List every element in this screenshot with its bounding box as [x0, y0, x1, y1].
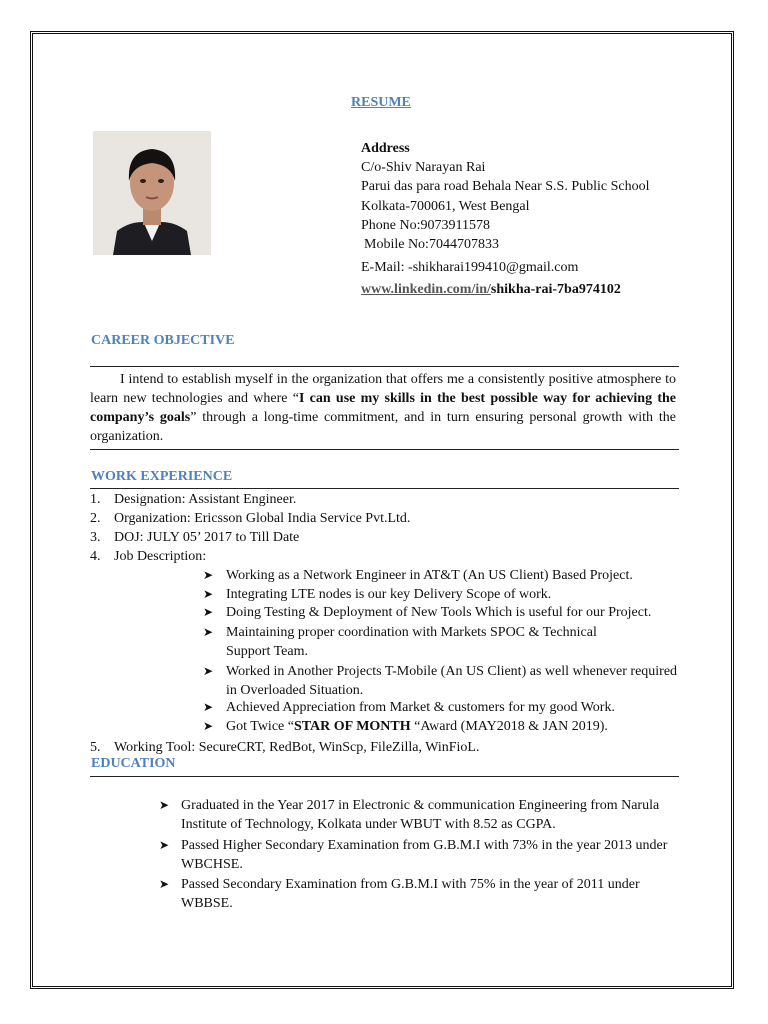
work-item: 4. Job Description:	[90, 549, 207, 564]
arrow-bullet-icon: ➤	[203, 664, 214, 678]
address-line-3: Kolkata-700061, West Bengal	[361, 198, 530, 214]
education-item: ➤ Graduated in the Year 2017 in Electronic & communication Engineering from Narula Institute of Technology, Kolkata under WBUT with 8.52 as CGPA.	[159, 798, 660, 832]
job-description-item: ➤ Working as a Network Engineer in AT&T (An US Client) Based Project.	[203, 568, 633, 583]
linkedin-handle: shikha-rai-7ba974102	[490, 282, 621, 298]
job-description-item: ➤ Maintaining proper coordination with Markets SPOC & Technical Support Team.	[203, 625, 597, 659]
arrow-bullet-icon: ➤	[203, 587, 214, 601]
resume-title: RESUME	[351, 95, 411, 110]
education-item: ➤ Passed Higher Secondary Examination from G.B.M.I with 73% in the year 2013 under WBCHSE.	[159, 838, 668, 872]
address-heading: Address	[361, 141, 410, 156]
arrow-bullet-icon: ➤	[203, 700, 214, 714]
arrow-bullet-icon: ➤	[159, 838, 170, 852]
work-experience-heading: WORK EXPERIENCE	[91, 469, 233, 484]
address-line-2: Parui das para road Behala Near S.S. Public School	[361, 179, 650, 195]
work-item: 1. Designation: Assistant Engineer.	[90, 492, 297, 507]
education-item: ➤ Passed Secondary Examination from G.B.M.I with 75% in the year of 2011 under WBBSE.	[159, 877, 640, 911]
education-heading: EDUCATION	[91, 756, 176, 771]
job-description-item: ➤ Achieved Appreciation from Market & customers for my good Work.	[203, 700, 615, 715]
arrow-bullet-icon: ➤	[159, 798, 170, 812]
arrow-bullet-icon: ➤	[203, 605, 214, 619]
job-description-item: ➤ Integrating LTE nodes is our key Delivery Scope of work.	[203, 587, 552, 602]
work-item: 5. Working Tool: SecureCRT, RedBot, WinScp, FileZilla, WinFioL.	[90, 740, 480, 755]
arrow-bullet-icon: ➤	[159, 877, 170, 891]
job-description-item: ➤ Worked in Another Projects T-Mobile (An US Client) as well whenever required in Overloaded Situation.	[203, 664, 678, 698]
arrow-bullet-icon: ➤	[203, 719, 214, 733]
address-block	[361, 139, 650, 300]
mobile-number: Mobile No:7044707833	[364, 237, 499, 253]
career-objective-text: I intend to establish myself in the organization that offers me a consistently positive atmosphere to learn new technologies and where “I can use my skills in the best possible way for achieving the company’s goals” through a long-time commitment, and in turn ensuring personal growth with the organization.	[90, 372, 676, 444]
email-address: E-Mail: -shikharai199410@gmail.com	[361, 260, 579, 276]
career-objective-heading: CAREER OBJECTIVE	[91, 333, 235, 348]
arrow-bullet-icon: ➤	[203, 568, 214, 582]
linkedin-link[interactable]: www.linkedin.com/in/	[361, 282, 491, 298]
work-item: 2. Organization: Ericsson Global India Service Pvt.Ltd.	[90, 511, 411, 526]
job-description-item-award: ➤ Got Twice “STAR OF MONTH “Award (MAY2018 & JAN 2019).	[203, 719, 608, 734]
work-item: 3. DOJ: JULY 05’ 2017 to Till Date	[90, 530, 300, 545]
profile-photo-illustration	[93, 131, 211, 255]
address-line-1: C/o-Shiv Narayan Rai	[361, 160, 486, 176]
work-rule	[90, 488, 679, 489]
education-rule	[90, 776, 679, 777]
career-rule-top	[90, 366, 679, 367]
phone-number: Phone No:9073911578	[361, 217, 490, 233]
career-rule-bottom	[90, 449, 679, 450]
profile-photo	[93, 131, 211, 255]
linkedin-line	[361, 280, 650, 299]
arrow-bullet-icon: ➤	[203, 625, 214, 639]
job-description-item: ➤ Doing Testing & Deployment of New Tools Which is useful for our Project.	[203, 605, 652, 620]
